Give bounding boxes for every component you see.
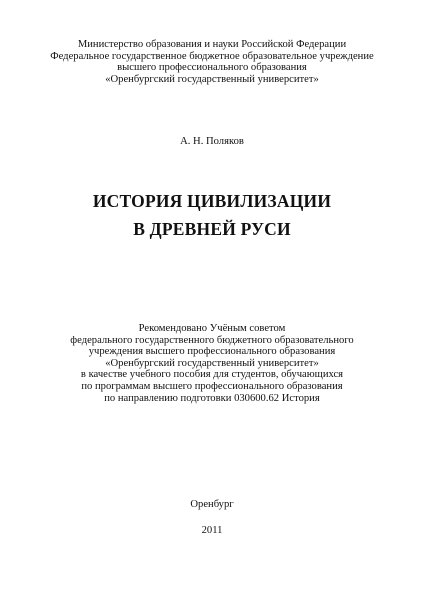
recommendation-line-2: федерального государственного бюджетного образовательного <box>70 334 354 346</box>
recommendation-statement <box>0 323 424 404</box>
recommendation-line-6: по программам высшего профессионального образования <box>81 380 343 392</box>
publication-city: Оренбург <box>190 499 234 510</box>
publication-year: 2011 <box>201 525 223 536</box>
recommendation-line-3: учреждения высшего профессионального образования <box>88 346 336 358</box>
author-name: А. Н. Поляков <box>180 136 244 147</box>
recommendation-line-1: Рекомендовано Учёным советом <box>138 323 286 334</box>
institution-line-education: высшего профессионального образования <box>117 62 307 74</box>
institution-line-ministry: Министерство образования и науки Российской Федерации <box>77 39 347 50</box>
title-line-1: ИСТОРИЯ ЦИВИЛИЗАЦИИ <box>92 191 332 211</box>
document-title <box>0 187 424 243</box>
institution-line-federal: Федеральное государственное бюджетное образовательное учреждение <box>50 50 374 62</box>
recommendation-line-7: по направлению подготовки 030600.62 История <box>104 392 320 404</box>
institution-line-university: «Оренбургский государственный университет» <box>105 73 319 85</box>
institution-header <box>0 39 424 85</box>
recommendation-line-4: «Оренбургский государственный университет» <box>105 357 319 369</box>
recommendation-line-5: в качестве учебного пособия для студентов, обучающихся <box>80 369 344 381</box>
title-line-2: В ДРЕВНЕЙ РУСИ <box>133 219 291 239</box>
